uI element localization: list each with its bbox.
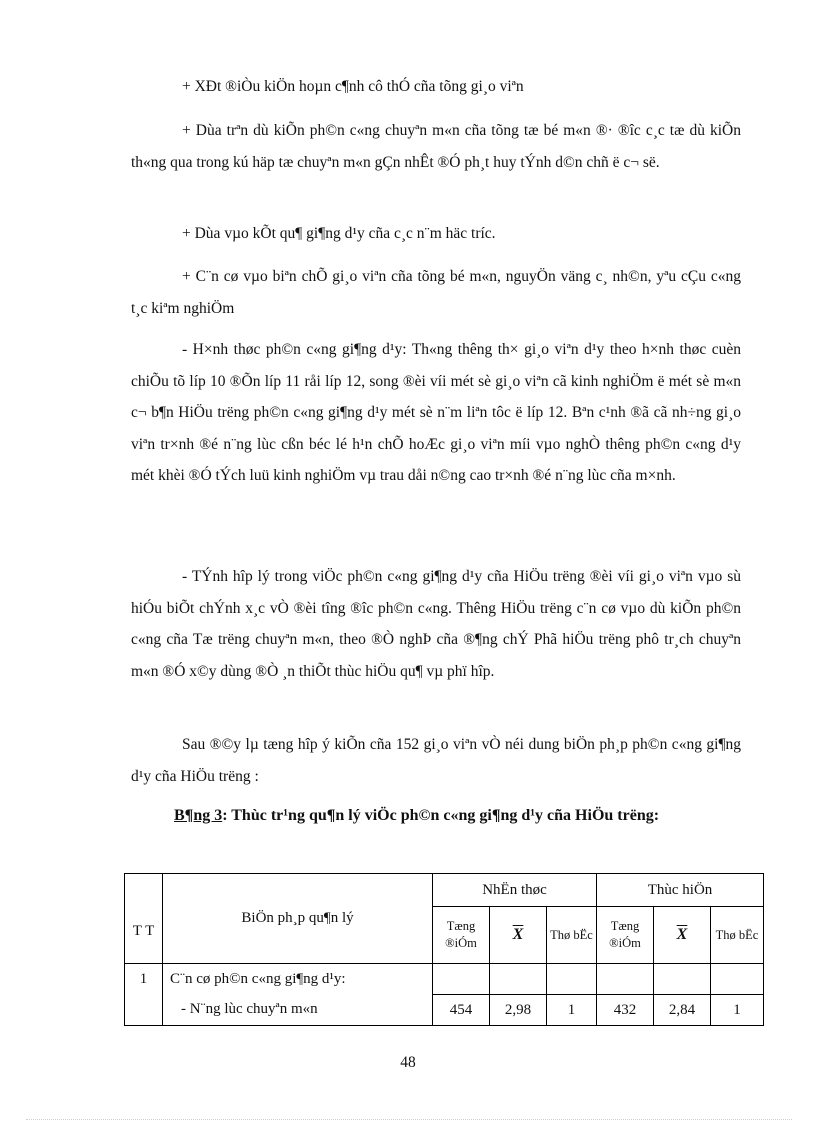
cell-value (433, 964, 490, 995)
table-caption-text: : Thùc tr¹ng qu¶n lý viÖc ph©n c«ng gi¶ng d¹y cña HiÖu trëng: (222, 807, 660, 824)
cell-value (547, 964, 597, 995)
cell-value (654, 964, 711, 995)
header-total-2: Tæng ®iÓm (597, 907, 654, 964)
table-header-row-1 (125, 874, 764, 907)
paragraph-3: + Dùa vµo kÕt qu¶ gi¶ng d¹y cña c¸c n¨m häc tríc. (182, 225, 496, 242)
footer-divider (26, 1119, 792, 1120)
header-group-awareness: NhËn thøc (433, 874, 597, 907)
paragraph-4: + C¨n cø vµo biªn chÕ gi¸o viªn cña tõng bé m«n, nguyÖn väng c¸ nh©n, yªu cÇu c«ng t¸c kiªm nghiÖm (131, 268, 741, 317)
header-mean-1-text: $\overline{X}$ (512, 926, 524, 943)
cell-tt (125, 995, 163, 1026)
paragraph-6: - TÝnh hîp lý trong viÖc ph©n c«ng gi¶ng d¹y cña HiÖu trëng ®èi víi gi¸o viªn vµo sù hiÓu biÕt chÝnh x¸c vÒ ®èi tîng ®îc ph©n c«ng. Thêng HiÖu trëng c¨n cø vµo dù kiÕn ph©n c«ng cña Tæ trëng chuyªn m«n, theo ®Ò nghÞ cña ®¶ng chÝ Phã hiÖu trëng phô tr¸ch chuyªn m«n ®Ó x©y dùng ®Ò ¸n thiÕt thùc hiÖu qu¶ vµ phï hîp. (131, 568, 741, 680)
management-table (124, 873, 764, 1026)
cell-tt: 1 (125, 964, 163, 995)
cell-measure: C¨n cø ph©n c«ng gi¶ng d¹y: (163, 964, 433, 995)
header-total-1: Tæng ®iÓm (433, 907, 490, 964)
header-mean-2 (654, 907, 711, 964)
header-mean-1 (490, 907, 547, 964)
cell-value (597, 964, 654, 995)
header-tt (125, 874, 163, 964)
paragraph-5: - H×nh thøc ph©n c«ng gi¶ng d¹y: Th«ng thêng th× gi¸o viªn d¹y theo h×nh thøc cuèn chiÕu tõ líp 10 ®Õn líp 11 råi líp 12, song ®èi víi mét sè gi¸o viªn cã kinh nghiÖm ë mét sè m«n c¬ b¶n HiÖu trëng ph©n c«ng gi¶ng d¹y mét sè n¨m liªn tôc ë líp 12. Bªn c¹nh ®ã cã nh÷ng gi¸o viªn tr×nh ®é n¨ng lùc cßn béc lé h¹n chÕ hoÆc gi¸o viªn míi vµo nghÒ thêng ph©n c«ng d¹y mét khèi ®Ó tÝch luü kinh nghiÖm vµ trau dåi n©ng cao tr×nh ®é n¨ng lùc cña m×nh. (131, 341, 741, 484)
header-mean-2-text: $\overline{X}$ (676, 926, 688, 943)
cell-value (711, 964, 764, 995)
header-rank-2: Thø bËc (711, 907, 764, 964)
paragraph-7: Sau ®©y lµ tæng hîp ý kiÕn cña 152 gi¸o viªn vÒ néi dung biÖn ph¸p ph©n c«ng gi¶ng d¹y cña HiÖu trëng : (131, 736, 741, 785)
cell-value: 432 (597, 995, 654, 1026)
cell-value: 2,98 (490, 995, 547, 1026)
cell-measure: - N¨ng lùc chuyªn m«n (163, 995, 433, 1026)
cell-value (490, 964, 547, 995)
paragraph-2: + Dùa trªn dù kiÕn ph©n c«ng chuyªn m«n cña tõng tæ bé m«n ®· ®îc c¸c tæ dù kiÕn th«ng qua trong kú häp tæ chuyªn m«n gÇn nhÊt ®Ó ph¸t huy tÝnh d©n chñ ë c¬ së. (131, 122, 741, 171)
header-group-implementation: Thùc hiÖn (597, 874, 764, 907)
paragraph-1: + XÐt ®iÒu kiÖn hoµn c¶nh cô thÓ cña tõng gi¸o viªn (182, 78, 524, 95)
header-rank-1: Thø bËc (547, 907, 597, 964)
table-caption (131, 800, 743, 831)
cell-value: 1 (547, 995, 597, 1026)
table-row (125, 995, 764, 1026)
table-caption-label: B¶ng 3 (174, 807, 223, 824)
header-tt-text: T T (132, 923, 155, 939)
cell-value: 2,84 (654, 995, 711, 1026)
cell-value: 1 (711, 995, 764, 1026)
header-measure: BiÖn ph¸p qu¶n lý (163, 874, 433, 964)
table-row (125, 964, 764, 995)
page-number: 48 (400, 1054, 416, 1071)
cell-value: 454 (433, 995, 490, 1026)
